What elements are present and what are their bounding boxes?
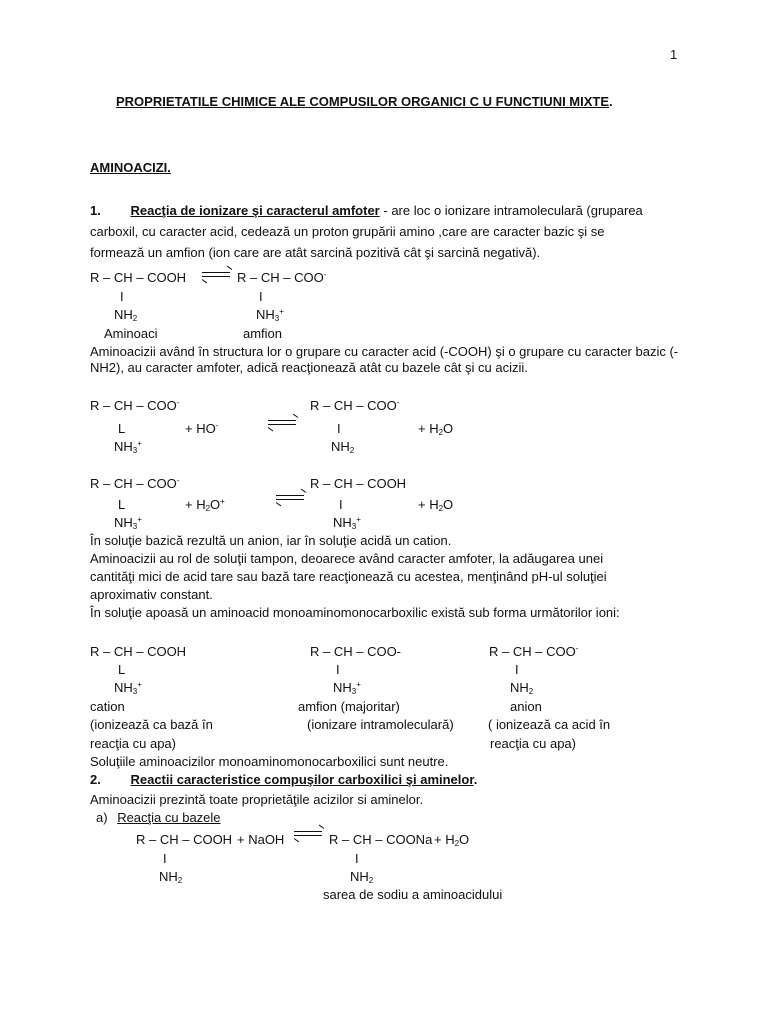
section-1-text-2: carboxil, cu caracter acid, cedează un proton grupării amino ,care are caracter bazic şi se (90, 224, 605, 239)
eq4-right-group (350, 869, 373, 886)
eq1-left-bond: I (120, 289, 124, 304)
eq2-product-tail: O (443, 421, 454, 436)
eq3-right-group-charge: + (356, 515, 361, 524)
eq4-right-formula: R – CH – COONa (329, 832, 433, 847)
eq4-left-group-text: NH (159, 869, 178, 884)
cation-note-2: reacţia cu apa) (90, 736, 176, 751)
eq4-right-group-text: NH (350, 869, 369, 884)
eq3-reagent (185, 497, 225, 514)
section-2-heading-dot: . (473, 772, 478, 787)
eq3-left-text: R – CH – COO (90, 476, 177, 491)
paragraph-2-line-5: În soluţie apoasă un aminoacid monoaminomonocarboxilic există sub forma următorilor ioni: (90, 605, 620, 620)
page-title (116, 94, 613, 110)
anion-group-sub: 2 (528, 687, 534, 696)
section-2-heading: Reactii caracteristice compuşilor carboxilici şi aminelor (130, 772, 474, 787)
eq2-right-bond: I (337, 421, 341, 436)
eq1-right-text: R – CH – COO (237, 270, 324, 285)
eq4-product-sub: 2 (454, 839, 460, 848)
section-1-text-1: are loc o ionizare intramoleculară (gruparea (391, 203, 643, 218)
cation-note-1: (ionizează ca bază în (90, 717, 213, 732)
eq1-right-group-sub: 3 (274, 314, 280, 323)
eq4-left-group-sub: 2 (177, 876, 183, 885)
eq2-left-group-sub: 3 (132, 446, 138, 455)
eq2-reagent (185, 421, 218, 437)
title-dot: . (609, 94, 613, 109)
eq2-right-group (331, 439, 354, 456)
section-1-dash: - (379, 203, 392, 218)
cation-group-sub: 3 (132, 687, 138, 696)
eq3-right-formula: R – CH – COOH (310, 476, 407, 491)
eq4-right-group-sub: 2 (368, 876, 374, 885)
subsection-a-title: Reacţia cu bazele (117, 810, 221, 825)
eq1-left-formula: R – CH – COOH (90, 270, 187, 285)
eq1-right-group-charge: + (279, 307, 284, 316)
paragraph-2-line-2: Aminoacizii au rol de soluţii tampon, deoarece având caracter amfoter, la adăugarea unei (90, 551, 604, 566)
eq4-reagent: + NaOH (237, 832, 285, 847)
eq3-reagent-sub: 2 (205, 504, 211, 513)
eq1-right-bond: I (259, 289, 263, 304)
eq3-reagent-tail: O (210, 497, 221, 512)
eq2-left-formula (90, 398, 179, 414)
amfion-bond: I (336, 662, 340, 677)
subsection-a (96, 810, 221, 826)
eq2-right-group-text: NH (331, 439, 350, 454)
eq2-left-charge: - (176, 398, 180, 407)
eq3-product-sub: 2 (438, 504, 444, 513)
section-1-text-3: formează un amfion (ion care are atât sarcină pozitivă cât şi sarcină negativă). (90, 245, 541, 260)
amfion-group-text: NH (333, 680, 352, 695)
eq3-reagent-text: + H (185, 497, 206, 512)
eq1-right-charge: - (323, 270, 327, 279)
section-2-text: Aminoacizii prezintă toate proprietăţile acizilor si aminelor. (90, 792, 424, 807)
anion-note-2: reacţia cu apa) (490, 736, 576, 751)
neutral-sentence: Soluţiile aminoacizilor monoaminomonocarboxilici sunt neutre. (90, 754, 449, 769)
eq1-left-group-sub: 2 (132, 314, 138, 323)
eq4-product-text: + H (434, 832, 455, 847)
eq2-left-bond: L (118, 421, 126, 436)
eq1-left-group (114, 307, 137, 324)
amfion-group-charge: + (356, 680, 361, 689)
eq1-left-group-text: NH (114, 307, 133, 322)
eq3-left-group-sub: 3 (132, 522, 138, 531)
eq3-left-group-charge: + (137, 515, 142, 524)
eq2-right-group-sub: 2 (349, 446, 355, 455)
eq3-left-bond: L (118, 497, 126, 512)
eq2-right-charge: - (396, 398, 400, 407)
eq2-product (418, 421, 453, 438)
eq3-product-text: + H (418, 497, 439, 512)
eq4-right-bond: I (355, 851, 359, 866)
eq4-caption: sarea de sodiu a aminoacidului (323, 887, 503, 902)
amfion-note-1: (ionizare intramoleculară) (307, 717, 454, 732)
amfion-group (333, 680, 361, 697)
equilibrium-arrow-icon (202, 271, 232, 279)
paragraph-amfoter: Aminoacizii având în structura lor o grupare cu caracter acid (-COOH) şi o grupare cu caracter bazic (-NH2), au caracter amfoter, adică reacţionează atât cu bazele cât şi cu acizii. (90, 344, 679, 376)
section-heading: AMINOACIZI. (90, 160, 171, 175)
paragraph-2-line-1: În soluţie bazică rezultă un anion, iar în soluţie acidă un cation. (90, 533, 452, 548)
anion-formula-text: R – CH – COO (489, 644, 576, 659)
section-2-number: 2. (90, 772, 101, 787)
eq3-right-bond: I (339, 497, 343, 512)
amfion-formula: R – CH – COO- (310, 644, 402, 659)
eq4-left-formula: R – CH – COOH (136, 832, 233, 847)
eq3-left-group-text: NH (114, 515, 133, 530)
paragraph-2-line-3: cantităţi mici de acid tare sau bază tare reacţionează cu acestea, menţinând pH-ul soluţiei (90, 569, 607, 584)
eq4-product-tail: O (459, 832, 470, 847)
cation-group (114, 680, 142, 697)
cation-group-charge: + (137, 680, 142, 689)
eq3-right-group (333, 515, 361, 532)
equilibrium-arrow-icon (276, 494, 306, 502)
eq2-left-group-text: NH (114, 439, 133, 454)
eq3-reagent-charge: + (220, 497, 225, 506)
section-1-heading: Reacţia de ionizare şi caracterul amfoter (130, 203, 380, 218)
amfion-group-sub: 3 (351, 687, 357, 696)
eq2-left-group (114, 439, 142, 456)
equilibrium-arrow-icon (294, 830, 324, 838)
eq4-left-bond: I (163, 851, 167, 866)
eq1-right-group (256, 307, 284, 324)
amfion-name: amfion (majoritar) (298, 699, 400, 714)
cation-bond: L (118, 662, 126, 677)
eq1-label-right: amfion (243, 326, 283, 341)
eq3-right-group-text: NH (333, 515, 352, 530)
cation-group-text: NH (114, 680, 133, 695)
anion-group (510, 680, 533, 697)
eq3-left-group (114, 515, 142, 532)
anion-group-text: NH (510, 680, 529, 695)
eq4-left-group (159, 869, 182, 886)
eq1-right-formula (237, 270, 326, 286)
anion-bond: I (515, 662, 519, 677)
eq1-label-left: Aminoaci (104, 326, 158, 341)
equilibrium-arrow-icon (268, 419, 298, 427)
cation-formula: R – CH – COOH (90, 644, 187, 659)
eq1-right-group-text: NH (256, 307, 275, 322)
eq2-reagent-text: + HO (185, 421, 216, 436)
eq3-product (418, 497, 453, 514)
anion-formula (489, 644, 578, 660)
eq2-left-group-charge: + (137, 439, 142, 448)
anion-note-1: ( ionizează ca acid în (488, 717, 611, 732)
eq2-product-text: + H (418, 421, 439, 436)
eq2-left-text: R – CH – COO (90, 398, 177, 413)
anion-formula-charge: - (575, 644, 579, 653)
eq3-left-charge: - (176, 476, 180, 485)
section-1-number: 1. (90, 203, 101, 218)
cation-name: cation (90, 699, 125, 714)
eq3-product-tail: O (443, 497, 454, 512)
section-2-heading-line (90, 772, 477, 788)
eq2-reagent-charge: - (215, 421, 219, 430)
eq4-product (434, 832, 469, 849)
title-text: PROPRIETATILE CHIMICE ALE COMPUSILOR ORGANICI C U FUNCTIUNI MIXTE (116, 94, 610, 109)
subsection-a-label: a) (96, 810, 108, 825)
anion-name: anion (510, 699, 542, 714)
eq2-right-text: R – CH – COO (310, 398, 397, 413)
paragraph-2-line-4: aproximativ constant. (90, 587, 213, 602)
eq2-right-formula (310, 398, 399, 414)
page-number: 1 (670, 47, 678, 62)
section-1-line-1 (90, 203, 643, 219)
eq3-right-group-sub: 3 (351, 522, 357, 531)
eq3-left-formula (90, 476, 179, 492)
eq2-product-sub: 2 (438, 428, 444, 437)
